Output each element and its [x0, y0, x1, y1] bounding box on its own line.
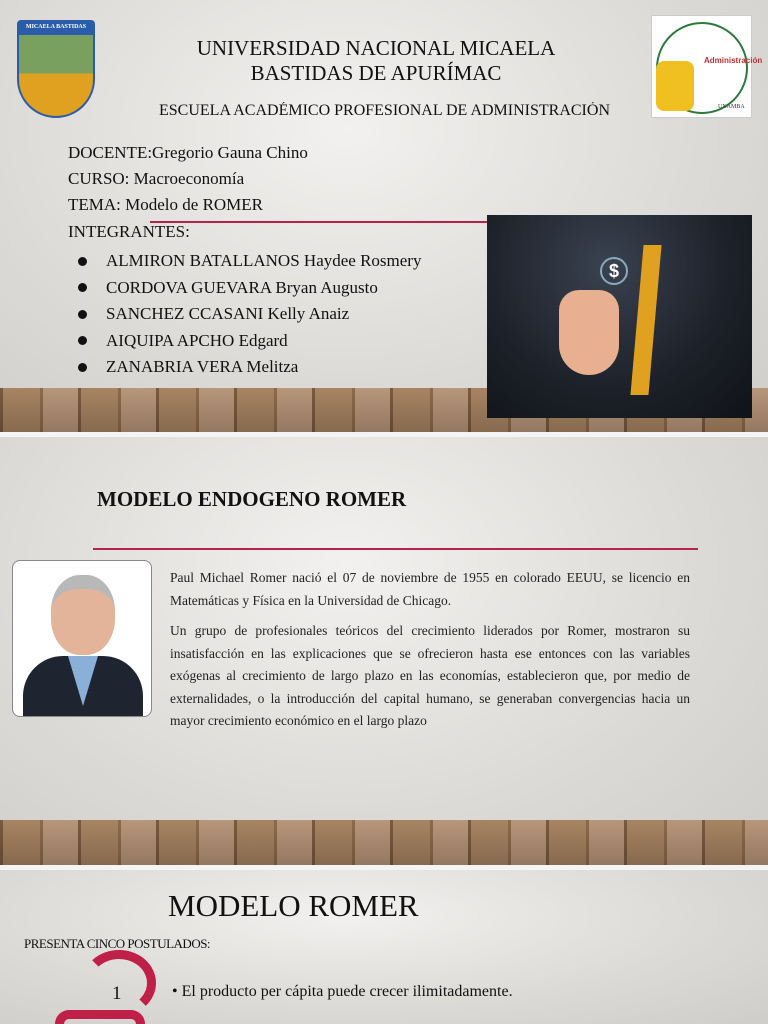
member-item: ZANABRIA VERA Melitza [78, 354, 421, 381]
member-item: AIQUIPA APCHO Edgard [78, 328, 421, 355]
bio-paragraph: Paul Michael Romer nació el 07 de noviembre de 1955 en colorado EEUU, se licencio en Matemáticas y Física en la Universidad de Chicago. [170, 570, 690, 608]
member-item: ALMIRON BATALLANOS Haydee Rosmery [78, 248, 421, 275]
arrow-circle-icon [55, 1010, 145, 1024]
postulate-text: El producto per cápita puede crecer ilimitadamente. [181, 983, 513, 1000]
member-item: CORDOVA GUEVARA Bryan Augusto [78, 275, 421, 302]
slide-title: MODELO ENDOGENO ROMER [97, 487, 407, 511]
slide-title: MODELO ROMER [168, 888, 419, 923]
subtitle: PRESENTA CINCO POSTULADOS: [24, 936, 211, 951]
postulate-number: 1 [112, 983, 122, 1004]
logo-text: Administración [704, 56, 763, 65]
description-paragraph: Un grupo de profesionales teóricos del crecimiento liderados por Romer, mostraron su insatisfacción en las explicaciones que se ofrecieron hasta ese entonces con las variables exógenas al crecimiento de largo plazo en las economías, establecieron que, por medio de externalidades, o la introducción del capital humano, se generaban convergencias hacia un mayor crecimiento económico en el largo plazo [170, 623, 690, 728]
dollar-icon: $ [600, 257, 628, 285]
tema: TEMA: Modelo de ROMER [68, 195, 264, 214]
faculty-logo [651, 15, 763, 118]
university-line-2: BASTIDAS DE APURÍMAC [250, 61, 502, 85]
university-name [100, 36, 652, 86]
logo-text: MICAELA BASTIDAS [25, 24, 87, 30]
divider [150, 221, 490, 223]
university-line-1: UNIVERSIDAD NACIONAL MICAELA [196, 36, 556, 60]
postulate-item: • El producto per cápita puede crecer ilimitadamente. [172, 983, 513, 1000]
romer-photo [12, 560, 152, 717]
members-list [78, 248, 421, 381]
member-item: SANCHEZ CCASANI Kelly Anaiz [78, 301, 421, 328]
school-name: ESCUELA ACADÉMICO PROFESIONAL DE ADMINISTRACIÓN [159, 102, 610, 119]
wood-floor [0, 820, 768, 865]
slide-modelo-romer [0, 870, 768, 1024]
university-logo [17, 20, 95, 118]
divider [93, 548, 698, 550]
integrantes-label: INTEGRANTES: [68, 222, 190, 241]
slide-romer-bio [0, 437, 768, 865]
money-touch-image [487, 215, 752, 418]
curso: CURSO: Macroeconomía [68, 169, 245, 188]
docente: DOCENTE:Gregorio Gauna Chino [68, 143, 308, 162]
logo-subtext: UNAMBA [718, 104, 745, 110]
slide-title [0, 0, 768, 432]
